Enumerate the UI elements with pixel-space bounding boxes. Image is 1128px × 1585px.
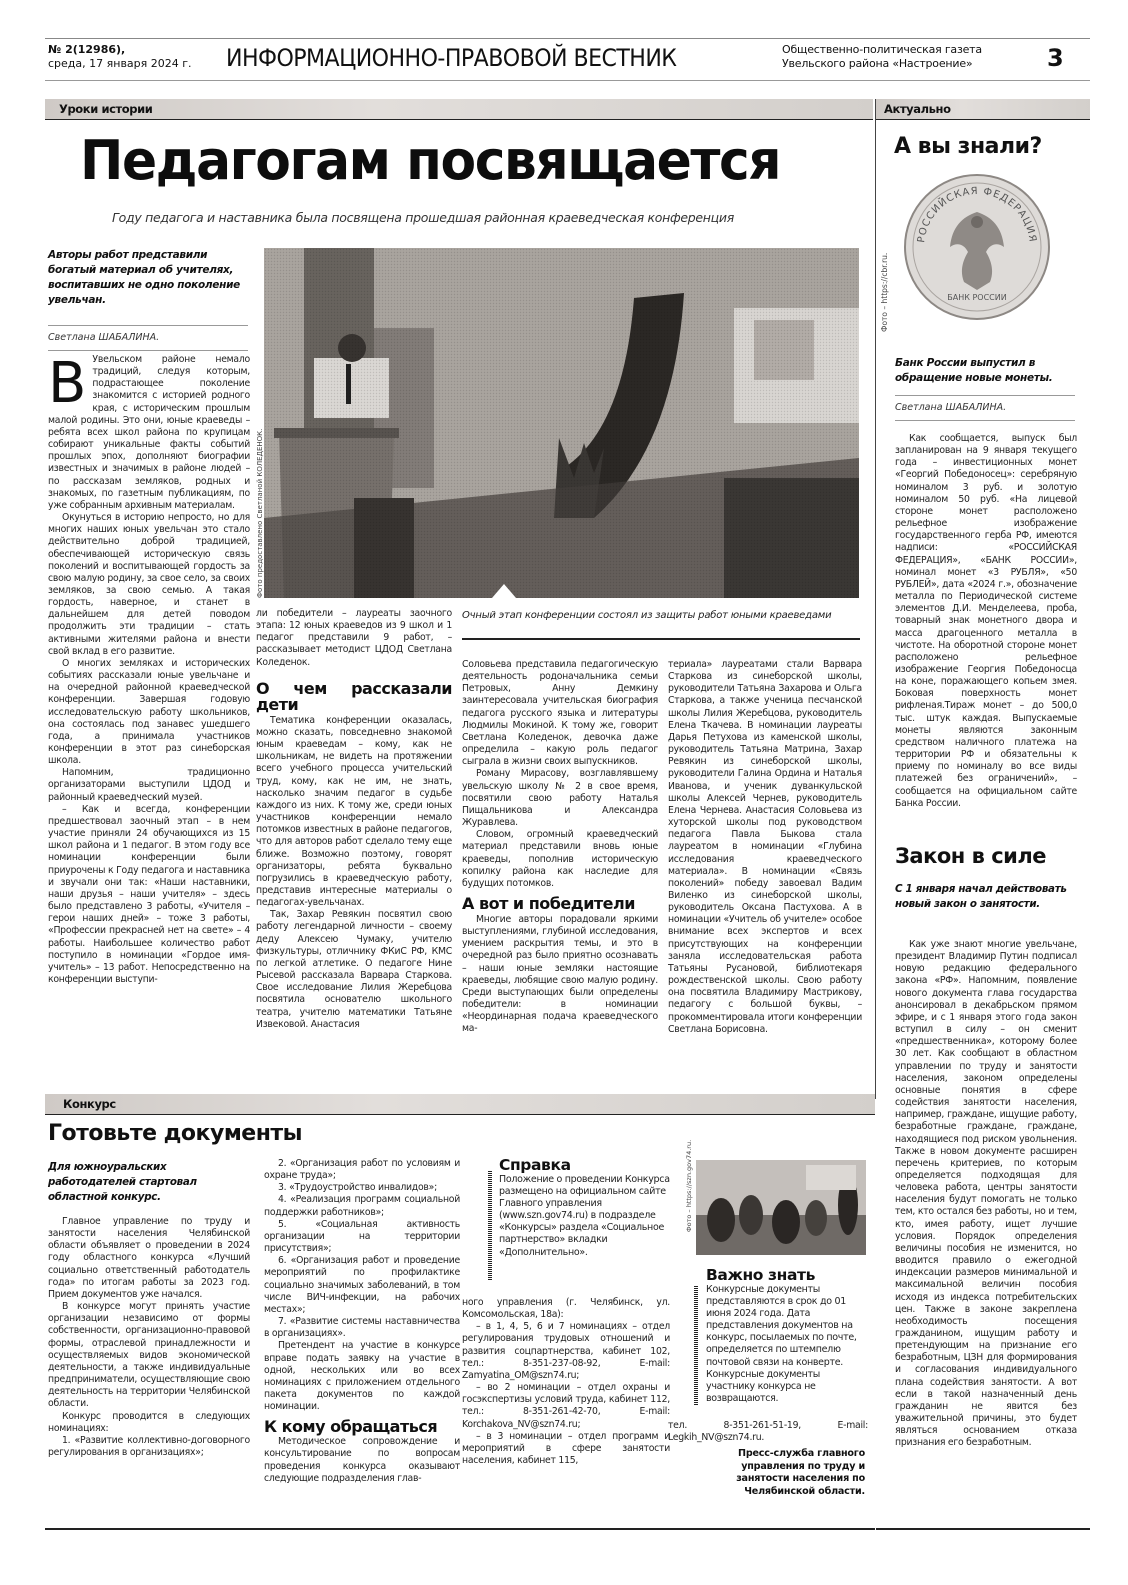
contact-item: – во 2 номинации – отдел охраны и госэкспертизы условий труда, кабинет 112, тел.: 8-351-261-42-70, E-mail: Korchakova_NV@szn74.ru; [462, 1382, 670, 1430]
subhead-what-children-said: О чем рассказали дети [256, 678, 452, 714]
headline-pedagogam: Педагогам посвящается [80, 129, 781, 192]
paragraph: Увельском районе немало традиций, следуя которым, подрастающее поколение знакомится с историей родного края, с историческим прошлым малой родины. Это они, юные краеведы – ребята всех школ района по крупицам собирают уникальные факты событий прошлых эпох, дополняют биографии известных и значимых в районе людей – по рассказам земляков, родных и знакомых, по газетным публикациям, по уже собранным архивным материалам. [48, 354, 250, 511]
article1-byline: Светлана ШАБАЛИНА. [48, 332, 160, 343]
info-box [499, 1156, 674, 1259]
issue-date: среда, 17 января 2024 г. [48, 57, 192, 70]
headline-law-in-force: Закон в силе [895, 844, 1046, 868]
page-number: 3 [1047, 44, 1064, 72]
rubric-history: Уроки истории [59, 102, 153, 116]
article4-col1 [48, 1216, 250, 1459]
paragraph: Окунуться в историю непросто, но для многих наших юных увельчан это стало действительно доброй традицией, обеспечивающей историческую связь поколений и воспитывающей гордость за свою малую родину, за свое село, за своих земляков, за свою семью. А такая гордость, наверное, и станет в дальнейшем для детей поводом продолжить эти традиции – стать активными жителями района и внести свой вклад в его развитие. [48, 512, 250, 657]
conference-photo [264, 248, 859, 598]
paragraph: Многие авторы порадовали яркими выступлениями, глубиной исследования, умением раскрытия темы, и это в очередной раз было приятно осознавать – наши юные земляки настоящие краеведы, любящие свою малую родину. Среди выступающих были определены победители: в номинации «Неординарная подача краеведческого ма- [462, 913, 658, 1035]
article2-body [895, 433, 1077, 810]
article4-col4 [668, 1420, 868, 1444]
rubric-bar-actual [876, 99, 1090, 120]
lead-rule [48, 325, 248, 326]
subhead-whom-to-contact: К кому обращаться [264, 1417, 438, 1437]
headline-prepare-documents: Готовьте документы [48, 1121, 303, 1146]
info-box-text: Положение о проведении Конкурса размещено на официальном сайте Главного управления (www.szn.gov74.ru) в подразделе «Конкурсы» раздела «Социальное партнерство» вкладки «Дополнительно». [499, 1174, 670, 1258]
article3-bottom-rule [876, 1528, 1090, 1530]
rubric-bar-history [45, 99, 873, 120]
contact-item: – в 1, 4, 5, 6 и 7 номинациях – отдел регулирования трудовых отношений и развития соцпартнерства, кабинет 102, тел.: 8-351-237-08-92, E-mail: Zamyatina_OM@szn74.ru; [462, 1321, 670, 1381]
article1-col3 [462, 659, 658, 1036]
masthead-bottom-rule [45, 80, 1090, 81]
contact-item: – в 3 номинации – отдел программ и мероприятий в сфере занятости населения, кабинет 115, [462, 1430, 670, 1467]
subhead-winners: А вот и победители [462, 893, 635, 913]
issue-info [48, 43, 192, 71]
paragraph: Так, Захар Ревякин посвятил свою работу легендарной личности – своему деду Алексею Чумаку, учителю физкультуры, отличнику ФКиС РФ, КМС по легкой атлетике. О педагоге Нине Рысевой рассказала Варвара Старкова. Свое исследование Лилия Жеребцова посвятила основателю школьного театра, учителю математики Татьяне Извековой. Анастасия [256, 909, 452, 1030]
contact-item: тел. 8-351-261-51-19, E-mail: Legkih_NV@szn74.ru. [668, 1420, 868, 1444]
section-title: ИНФОРМАЦИОННО-ПРАВОВОЙ ВЕСТНИК [226, 44, 677, 72]
caption-rule [462, 638, 860, 640]
article4-col3 [462, 1297, 670, 1467]
paper-line-1: Общественно-политическая газета [782, 43, 982, 56]
article2-byline: Светлана ШАБАЛИНА. [895, 402, 1007, 413]
important-box-title: Важно знать [706, 1266, 816, 1284]
paper-line-2: Увельского района «Настроение» [782, 57, 973, 70]
article3-lead: С 1 января начал действовать новый закон о занятости. [895, 883, 1067, 910]
article1-lead: Авторы работ представили богатый материал об учителях, воспитавших не одно поколение увельчан. [48, 249, 240, 306]
article1-col4 [668, 659, 862, 1036]
info-box-hatch [488, 1170, 492, 1280]
press-service-signature: Пресс-служба главного управления по труду и занятости населения по Челябинской области. [736, 1448, 865, 1497]
article4-lead: Для южноуральских работодателей стартовал областной конкурс. [48, 1161, 197, 1203]
paragraph: Методическое сопровождение и консультирование по вопросам проведения конкурса оказывают следующие подразделения глав- [264, 1436, 460, 1484]
paragraph: Роману Мирасову, возглавлявшему увельскую школу № 2 в свое время, посвятили свою работу Наталья Пищальникова и Александра Журавлева. [462, 768, 658, 829]
photo-caption: Очный этап конференции состоял из защиты работ юными краеведами [462, 610, 832, 621]
article1-col1-text [48, 351, 250, 986]
info-box-title: Справка [499, 1156, 571, 1174]
paragraph: ного управления (г. Челябинск, ул. Комсомольская, 18а): [462, 1297, 670, 1321]
paragraph: Главное управление по труду и занятости населения Челябинской области объявляет о проведении в 2024 году областного конкурса «Лучший социально ответственный работодатель года» по итогам работы за 2023 год. Прием документов уже начался. [48, 1216, 250, 1300]
conference-photo-image [264, 248, 859, 598]
nomination-item: 3. «Трудоустройство инвалидов»; [278, 1182, 437, 1194]
seminar-photo [696, 1160, 866, 1255]
nomination-item: 4. «Реализация программ социальной поддержки работников»; [264, 1194, 460, 1218]
rubric-contest: Конкурс [63, 1097, 116, 1111]
paragraph: Словом, огромный краеведческий материал представили вновь юные краеведы, пополнив историческую копилку района как наследие для будущих потомков. [462, 829, 658, 889]
article1-col2 [256, 608, 452, 1031]
paragraph: Тематика конференции оказалась, можно сказать, повседневно знакомой юным краеведам – кому, как не школьникам, не видеть на протяжении всего учебного процесса учительский труд, кому, как не им, не знать, насколько значим педагог в судьбе каждого из них. К тому же, среди юных участников конференции немало потомков известных в районе педагогов, что для авторов работ сделало тему еще ближе. Возможно поэтому, говорят организаторы, ребята буквально погрузились в краеведческую работу, представив интересные материалы о педагогах-увельчанах. [256, 714, 452, 909]
paragraph: Как уже знают многие увельчане, президент Владимир Путин подписал новую редакцию федерального закона «РФ». Напомним, появление нового документа глава государства анонсировал в декабрьском прямом эфире, и с 1 января этого года закон вступил в силу – он сменит «предшественника», которому более 30 лет. Как сообщают в областном управлении по труду и занятости населения, законом определены основные понятия в сфере содействия занятости населения, например, граждане, ищущие работу, безработные граждане, граждане, находящиеся под риском увольнения. Также в новом документе расширен перечень критериев, по которым определяется подходящая для человека работа, центры занятости населения будут помогать не только тем, кто остался без работы, но и тем, кто, имея работу, ищет лучшие условия. Порядок определения величины пособия не изменится, но вводится правило о ежегодной индексации размеров минимальной и максимальной величин пособия исходя из индекса потребительских цен. Также в законе закреплена необходимость посещения гражданином, ищущим работу и претендующим на признание его безработным, ЦЗН для формирования и согласования индивидуального плана содействия занятости. А вот если в такой назначенный день гражданин не явится без уважительной причины, это будет являться основанием отказа признания его безработным. [895, 939, 1077, 1449]
paragraph: О многих земляках и исторических событиях рассказали юные увельчане и на очередной районной краеведческой конференции. Завершая годовую исследовательскую работу школьников, она состоялась под занавес ушедшего года, а принимала участников конференции в этот раз синеборская школа. [48, 657, 250, 767]
article1-col1 [48, 351, 250, 986]
rubric-bar-contest [45, 1094, 875, 1115]
coin-image [902, 172, 1052, 322]
nomination-item: 5. «Социальная активность организации на территории присутствия»; [264, 1218, 460, 1255]
important-box-text: Конкурсные документы представляются в срок до 01 июня 2024 года. Дата представления документов на конкурс, посылаемых по почте, определяется по штемпелю почтовой связи на конверте. Конкурсные документы участнику конкурса не возвращаются. [706, 1284, 857, 1404]
column-divider-right [875, 99, 876, 1099]
paragraph: Претендент на участие в конкурсе вправе подать заявку на участие в одной, нескольких или во всех номинациях с приложением отдельного пакета документов по каждой номинации. [264, 1340, 460, 1413]
article4-col2 [264, 1158, 460, 1485]
article2-rule [895, 395, 1075, 396]
article2-lead: Банк России выпустил в обращение новые монеты. [895, 357, 1053, 384]
paragraph: ли победители – лауреаты заочного этапа: 12 юных краеведов из 9 школ и 1 педагог представили 9 работ, – рассказывает методист ЦДОД Светлана Коледенок. [256, 608, 452, 668]
masthead-top-rule [45, 38, 1090, 39]
nomination-item: 6. «Организация работ и проведение мероприятий по профилактике социально значимых заболеваний, в том числе ВИЧ-инфекции, на рабочих местах»; [264, 1255, 460, 1315]
coin-text-top: РОССИЙСКАЯ ФЕДЕРАЦИЯ [916, 185, 1038, 244]
subheadline: Году педагога и наставника была посвящена прошедшая районная краеведческая конференция [112, 210, 734, 225]
paragraph: В конкурсе могут принять участие организации независимо от формы собственности, организационно-правовой формы, отраслевой принадлежности и осуществляемых видов экономической деятельности, а также индивидуальные предприниматели, осуществляющие свою деятельность на территории Челябинской области. [48, 1301, 250, 1410]
seminar-photo-image [696, 1160, 866, 1255]
photo-credit-2: Фото – https://cbr.ru. [880, 252, 889, 332]
dropcap: В [48, 351, 87, 416]
paragraph: Конкурс проводится в следующих номинациях: [48, 1410, 250, 1434]
issue-number: № 2(12986), [48, 43, 126, 56]
coin-emblem-icon [902, 172, 1052, 322]
paragraph: териала» лауреатами стали Варвара Старкова из синеборской школы, руководители Татьяна Захарова и Ольга Старкова, а также ученица песчанской школы Лилия Жеребцова, руководитель Елена Ткачева. В номинации лауреаты Дарья Петухова из каменской школы, руководитель Татьяна Матрина, Захар Ревякин из синеборской школы, руководители Галина Ордина и Наталья Иванова, и ученик дуванкульской школы Алексей Чернев, руководитель Елена Чернева. Анастасия Соловьева из хуторской школы под руководством педагога Павла Быкова стала лауреатом в номинации «Глубина исследования краеведческого материала». В номинации «Связь поколений» победу завоевал Вадим Виленко из синеборской школы, руководитель Оксана Пастухова. А в номинации «Учитель об учителе» особое внимание всех экспертов и всех присутствующих на конференции заняла исследовательская работа Татьяны Русановой, библиотекаря рождественской школы. Свою работу она посвятила Владимиру Мастрикову, педагогу с большой буквы, – прокомментировала итоги конференции Светлана Борисовна. [668, 659, 862, 1035]
paragraph: – Как и всегда, конференции предшествовал заочный этап – в нем участие приняли 24 обучающихся из 15 школ района и 1 педагог. В этом году все номинации конференции были приурочены к Году педагога и наставника и звучали они так: «Наши наставники, наши друзья – наши учителя» – здесь было представлено 3 работы, «Учителя – герои наших дней» – тоже 3 работы, «Профессии прекрасней нет на свете» – 4 работы. Наибольшее количество работ поступило в номинации «Гордое имя-учитель» – 13 работ. Непосредственно на конференции выступи- [48, 803, 250, 985]
nomination-item: 2. «Организация работ по условиям и охране труда»; [264, 1158, 460, 1182]
article3-body [895, 939, 1077, 1450]
coin-text-bottom: БАНК РОССИИ [947, 293, 1007, 302]
paragraph: Как сообщается, выпуск был запланирован на 9 января текущего года – инвестиционных монет «Георгий Победоносец»: серебряную номиналом 3 руб. и золотую номиналом 50 руб. «На лицевой стороне монет расположено рельефное изображение государственного герба РФ, имеются надписи: «РОССИЙСКАЯ ФЕДЕРАЦИЯ», «БАНК РОССИИ», номинал монет «3 РУБЛЯ», «50 РУБЛЕЙ», дата «2024 г.», обозначение металла по Периодической системе элементов Д.И. Менделеева, проба, товарный знак монетного двора и масса драгоценного металла в чистоте. На оборотной стороне монет расположено рельефное изображение Георгия Победоносца на коне, поражающего копьем змея. Боковая поверхность монет рифленая.Тираж монет – до 500,0 тыс. штук каждая. Выпускаемые монеты являются законным средством наличного платежа на территории РФ и обязательны к приему по номиналу во все виды платежей без ограничений», – сообщается на официальном сайте Банка России. [895, 433, 1077, 809]
page-bottom-rule [45, 1528, 875, 1530]
paragraph: 1. «Развитие коллективно-договорного регулирования в организациях»; [48, 1434, 250, 1458]
article2-rule-2 [895, 420, 1075, 421]
photo-credit-3: Фото – https://szn.gov74.ru. [685, 1139, 693, 1232]
photo-credit-1: Фото предоставлено Светланой КОЛЕДЕНОК. [256, 428, 264, 598]
nomination-item: 7. «Развитие системы наставничества в организациях». [264, 1316, 460, 1340]
important-box-hatch [694, 1285, 698, 1405]
paragraph: Напомним, традиционно организаторами выступили ЦДОД и районный краеведческий музей. [48, 767, 250, 803]
paragraph: Соловьева представила педагогическую деятельность родоначальника семьи Петровых, Анну Демкину заинтересовала учительская биография педагога русского языка и литературы Людмилы Мокиной. К тому же, говорит Светлана Коледенок, девочка даже определила – какую роль педагог сыграла в жизни своих выпускников. [462, 659, 658, 768]
rubric-actual: Актуально [884, 102, 951, 116]
paper-name [782, 43, 982, 71]
important-box [706, 1266, 871, 1405]
headline-did-you-know: А вы знали? [894, 134, 1042, 159]
